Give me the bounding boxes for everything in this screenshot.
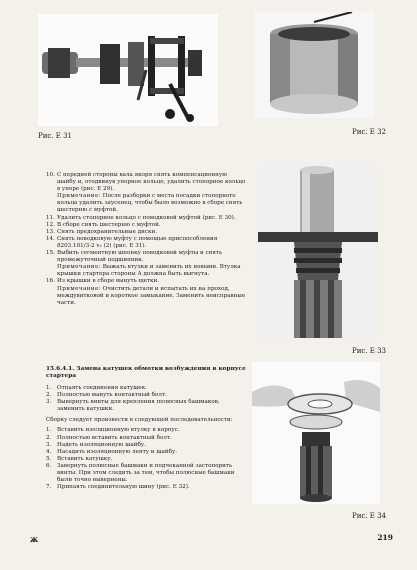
note-step-16: Примечание: Очистить детали и испытать их на проход, междувитковой и короткое замыкание. Заменить неисправные части.	[57, 285, 246, 306]
assembly-step-6: 6. Завернуть полюсные башмаки и подчеканной застопорить винты. При этом следить за тем, чтобы полюсные башмаки были точно вывернены.	[46, 462, 235, 484]
step-15: 15. Выбить сегментную шпонку поводковой муфты и снять промежуточный подшипник.	[46, 250, 223, 264]
removal-step-3: 3. Вывернуть винты для крепления полюсных башмаков, заменить катушки.	[46, 399, 220, 413]
caption-e31: Рис. Е 31	[38, 132, 72, 140]
figure-e31-puller-photo	[38, 14, 218, 126]
assembly-illustration	[252, 362, 380, 504]
section-field-coils	[46, 366, 246, 491]
figure-e34-assembly-photo	[252, 362, 380, 504]
assembly-step-1: 1. Вставить изоляционную втулку в корпус.	[46, 427, 180, 434]
assembly-step-3: 3. Надеть изоляционную шайбу.	[46, 441, 146, 448]
disassembly-steps	[46, 172, 246, 307]
housing-illustration	[254, 12, 374, 118]
assembly-step-2: 2. Полностью вставить контактный болт.	[46, 434, 172, 441]
armature-illustration	[258, 162, 378, 340]
step-14: 14. Снять поводковую муфту с помощью приспособления 8203.101/3-2 v₂ (2) (рис. Е 31).	[46, 235, 218, 249]
step-16: 16. Из крышки в сборе вынуть щетки.	[46, 278, 160, 285]
figure-e32-housing-photo	[254, 12, 374, 118]
removal-step-1: 1. Отпаять соединения катушек.	[46, 385, 147, 391]
assembly-step-7: 7. Припаять соединительную шину (рис. Е 32).	[46, 484, 190, 491]
assembly-step-4: 4. Насадить изоляционную ленту и шайбу.	[46, 448, 178, 455]
step-12: 12. В сборе снять шестерню с муфтой.	[46, 221, 161, 228]
caption-e33: Рис. Е 33	[352, 347, 386, 355]
page-number: 219	[377, 533, 393, 542]
assembly-intro: Сборку следует произвести в следующей последовательности:	[46, 417, 233, 424]
corner-mark: ж	[30, 534, 39, 544]
note-step-10: Примечание: После разборки с места посадки стопорного кольца удалить заусенец, чтобы было возможно в сборе снять шестерню с муфтой.	[57, 193, 243, 214]
puller-illustration	[38, 14, 218, 126]
step-11: 11. Удалить стопорное кольцо с поводковой муфтой (рис. Е 30).	[46, 214, 236, 221]
section-heading: 15.6.4.1. Замена катушек обмотки возбуждения в корпусе стартера	[46, 366, 246, 379]
removal-step-2: 2. Полностью вынуть контактный болт.	[46, 392, 167, 399]
step-10: 10. С передней стороны вала якоря снять компенсационную шайбу и, отодвинув упорное кольцо, удалить стопорное кольцо в упоре (рис. Е 29).	[46, 172, 246, 193]
note-step-15: Примечание: Выжать втулки и заменить их новыми. Втулка крышки стартера стороны А должна быть выгнута.	[57, 264, 241, 278]
caption-e32: Рис. Е 32	[352, 128, 386, 136]
figure-e33-armature-photo	[258, 162, 378, 340]
assembly-step-5: 5. Вставить катушку.	[46, 455, 113, 462]
step-13: 13. Снять предохранительные диски.	[46, 228, 157, 235]
caption-e34: Рис. Е 34	[352, 512, 386, 520]
